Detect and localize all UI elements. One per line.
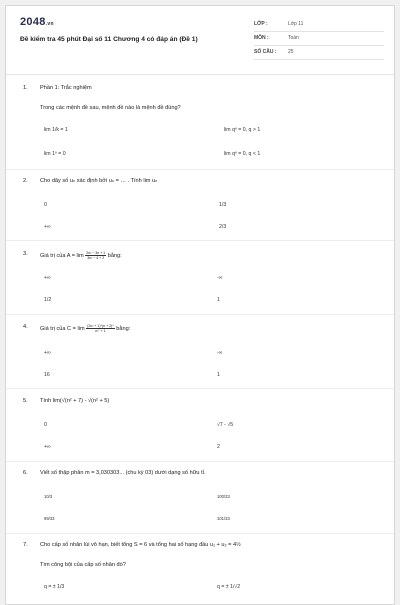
answer-option-d[interactable]: lim qⁿ = 0, q < 1 — [224, 151, 261, 157]
answer-option-c[interactable]: lim 1ⁿ = 0 — [44, 151, 66, 157]
header-divider — [6, 74, 394, 75]
answer-option-a[interactable]: 10/3 — [44, 494, 53, 499]
question-text: Cho dãy số uₙ xác định bởi uₙ = … . Tính lim uₙ — [40, 178, 158, 184]
question-number: 5. — [23, 398, 28, 404]
answer-option-b[interactable]: -∞ — [217, 350, 223, 356]
question-divider — [6, 533, 394, 534]
question-text: Giá trị của A = lim $\frac{\text{2n² − 3n + 1}}{\text{3n² − 4 + 2}}$ bằng: — [40, 251, 122, 260]
answer-option-a[interactable]: q = ± 1/3 — [44, 584, 65, 590]
exam-title: Đề kiểm tra 45 phút Đại số 11 Chương 4 có đáp án (Đề 1) — [20, 36, 198, 43]
meta-class: LỚP : Lớp 11 — [254, 18, 384, 32]
question-number: 2. — [23, 178, 28, 184]
answer-option-c[interactable]: +∞ — [44, 444, 51, 450]
meta-subject: MÔN : Toán — [254, 32, 384, 46]
answer-option-d[interactable]: 2/3 — [219, 224, 227, 230]
question-divider — [6, 461, 394, 462]
question-text: Giá trị của C = lim $\frac{\text{(2n² + 1)⁴(n + 2)⁹}}{\text{n¹⁷ + 1}}$ bằng: — [40, 324, 131, 333]
answer-option-c[interactable]: 1/2 — [44, 297, 52, 303]
answer-option-a[interactable]: +∞ — [44, 275, 51, 281]
answer-option-b[interactable]: lim qⁿ = 0, q > 1 — [224, 127, 261, 133]
question-divider — [6, 240, 394, 241]
question-number: 1. — [23, 85, 28, 91]
question-number: 7. — [23, 542, 28, 548]
answer-option-a[interactable]: +∞ — [44, 350, 51, 356]
question-text: Trong các mệnh đề sau, mệnh đề nào là mệnh đề đúng? — [40, 105, 181, 111]
question-divider — [6, 314, 394, 315]
question-subtext: Tìm công bội của cấp số nhân đó? — [40, 562, 126, 568]
exam-header — [6, 6, 394, 68]
exam-meta — [254, 18, 384, 60]
question-divider — [6, 388, 394, 389]
answer-option-b[interactable]: q = ± 1/√2 — [217, 584, 241, 590]
answer-option-d[interactable]: 101/33 — [217, 516, 230, 521]
answer-option-b[interactable]: 1/3 — [219, 202, 227, 208]
answer-option-c[interactable]: +∞ — [44, 224, 51, 230]
answer-option-a[interactable]: 0 — [44, 422, 47, 428]
answer-option-b[interactable]: -∞ — [217, 275, 223, 281]
question-text: Viết số thập phân m = 3,030303... (chu kỳ 03) dưới dạng số hữu tỉ. — [40, 470, 206, 476]
answer-option-b[interactable]: 100/33 — [217, 494, 230, 499]
answer-option-d[interactable]: 1 — [217, 297, 220, 303]
exam-page — [5, 5, 395, 605]
answer-option-b[interactable]: √7 - √5 — [217, 422, 234, 428]
section-title: Phần 1: Trắc nghiệm — [40, 85, 92, 91]
answer-option-d[interactable]: 2 — [217, 444, 220, 450]
question-number: 3. — [23, 251, 28, 257]
answer-option-d[interactable]: 1 — [217, 372, 220, 378]
fraction-expression: $\frac{\text{2n² − 3n + 1}}{\text{3n² − 4 + 2}}$ — [86, 251, 106, 260]
answer-option-a[interactable]: lim 1/k = 1 — [44, 127, 68, 133]
site-logo[interactable]: 2048.vn — [20, 16, 54, 28]
answer-option-a[interactable]: 0 — [44, 202, 47, 208]
question-number: 6. — [23, 470, 28, 476]
meta-question-count: SỐ CÂU : 25 — [254, 46, 384, 60]
answer-option-c[interactable]: 99/33 — [44, 516, 55, 521]
answer-option-c[interactable]: 16 — [44, 372, 50, 378]
question-divider — [6, 169, 394, 170]
question-text: Tính lim(√(n² + 7) - √(n² + 5) — [40, 398, 110, 404]
question-text: Cho cấp số nhân lùi vô hạn, biết tổng S = 6 và tổng hai số hạng đầu u₁ + u₂ = 4½ — [40, 542, 241, 548]
question-number: 4. — [23, 324, 28, 330]
fraction-expression: $\frac{\text{(2n² + 1)⁴(n + 2)⁹}}{\text{n¹⁷ + 1}}$ — [87, 324, 114, 333]
